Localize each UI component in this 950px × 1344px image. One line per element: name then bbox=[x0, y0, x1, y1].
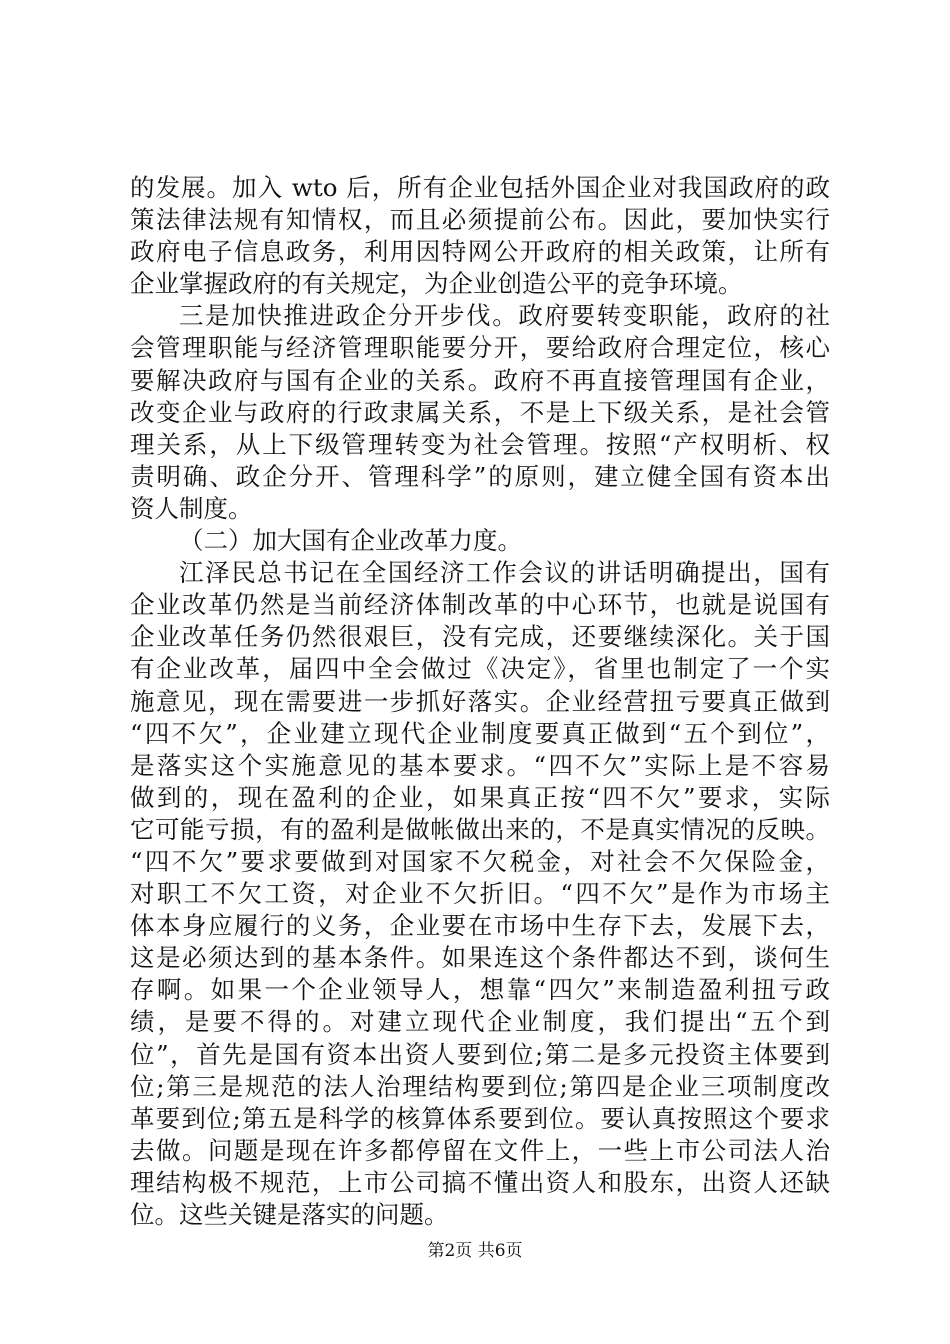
text-line: “四不欠”要求要做到对国家不欠税金，对社会不欠保险金， bbox=[130, 846, 830, 876]
text-line: “四不欠”，企业建立现代企业制度要真正做到“五个到位”， bbox=[130, 718, 830, 748]
text-line: 企业改革仍然是当前经济体制改革的中心环节，也就是说国有 bbox=[130, 590, 830, 620]
text-line: 去做。问题是现在许多都停留在文件上，一些上市公司法人治 bbox=[130, 1135, 830, 1165]
text-line: 改变企业与政府的行政隶属关系，不是上下级关系，是社会管 bbox=[130, 397, 830, 427]
text-line: 体本身应履行的义务，企业要在市场中生存下去，发展下去， bbox=[130, 911, 830, 941]
text-line: 它可能亏损，有的盈利是做帐做出来的，不是真实情况的反映。 bbox=[130, 814, 830, 844]
text-line: 江泽民总书记在全国经济工作会议的讲话明确提出，国有 bbox=[179, 558, 830, 588]
text-line: 有企业改革，届四中全会做过《决定》，省里也制定了一个实 bbox=[130, 654, 830, 684]
text-line: 策法律法规有知情权，而且必须提前公布。因此，要加快实行 bbox=[130, 205, 830, 235]
text-line: 位。这些关键是落实的问题。 bbox=[130, 1200, 449, 1229]
text-line: 位”，首先是国有资本出资人要到位;第二是多元投资主体要到 bbox=[130, 1039, 830, 1069]
text-line: 的发展。加入 wto 后，所有企业包括外国企业对我国政府的政 bbox=[130, 173, 830, 202]
text-line: 位;第三是规范的法人治理结构要到位;第四是企业三项制度改 bbox=[130, 1071, 830, 1101]
text-line: 资人制度。 bbox=[130, 493, 253, 523]
text-line: 会管理职能与经济管理职能要分开，要给政府合理定位，核心 bbox=[130, 333, 830, 363]
text-line: 政府电子信息政务，利用因特网公开政府的相关政策，让所有 bbox=[130, 237, 830, 267]
text-line: 三是加快推进政企分开步伐。政府要转变职能，政府的社 bbox=[179, 301, 830, 331]
text-line: 企业改革任务仍然很艰巨，没有完成，还要继续深化。关于国 bbox=[130, 622, 830, 652]
document-body bbox=[130, 172, 830, 1231]
text-line: 理结构极不规范，上市公司搞不懂出资人和股东，出资人还缺 bbox=[130, 1167, 830, 1197]
page-footer: 第2页 共6页 bbox=[427, 1241, 523, 1261]
text-line: 施意见，现在需要进一步抓好落实。企业经营扭亏要真正做到 bbox=[130, 686, 830, 716]
text-line: 对职工不欠工资，对企业不欠折旧。“四不欠”是作为市场主 bbox=[130, 879, 830, 909]
text-line: 存啊。如果一个企业领导人，想靠“四欠”来制造盈利扭亏政 bbox=[130, 975, 830, 1005]
text-line: 这是必须达到的基本条件。如果连这个条件都达不到，谈何生 bbox=[130, 943, 830, 973]
text-line: 革要到位;第五是科学的核算体系要到位。要认真按照这个要求 bbox=[130, 1103, 830, 1133]
text-line: 要解决政府与国有企业的关系。政府不再直接管理国有企业， bbox=[130, 365, 830, 395]
text-line: 是落实这个实施意见的基本要求。“四不欠”实际上是不容易 bbox=[130, 750, 830, 780]
text-line: 理关系，从上下级管理转变为社会管理。按照“产权明析、权 bbox=[130, 429, 830, 459]
text-line: 做到的，现在盈利的企业，如果真正按“四不欠”要求，实际 bbox=[130, 782, 830, 812]
text-line: 绩，是要不得的。对建立现代企业制度，我们提出“五个到 bbox=[130, 1007, 830, 1037]
section-heading: （二）加大国有企业改革力度。 bbox=[179, 526, 522, 556]
text-line: 企业掌握政府的有关规定，为企业创造公平的竞争环境。 bbox=[130, 269, 743, 299]
text-line: 责明确、政企分开、管理科学”的原则，建立健全国有资本出 bbox=[130, 461, 830, 491]
